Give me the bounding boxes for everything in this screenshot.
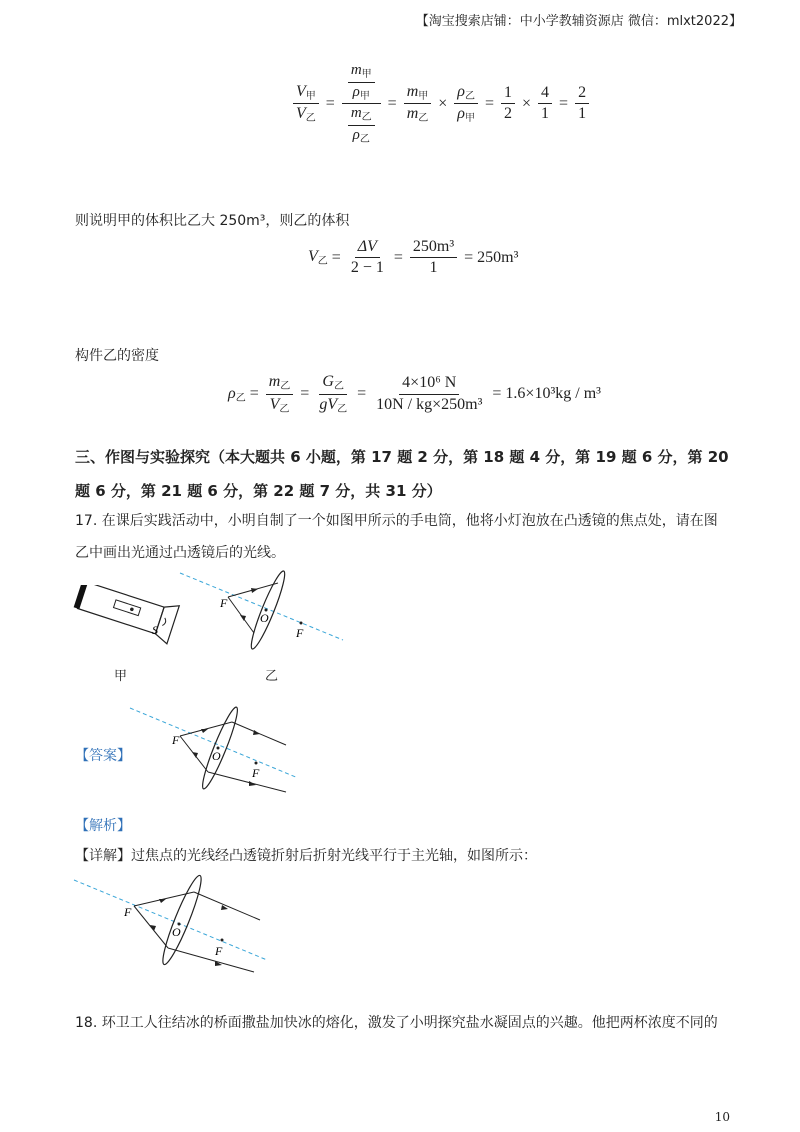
section-heading: 三、作图与实验探究（本大题共 6 小题，第 17 题 2 分，第 18 题 4 分，第 19 题 6 分，第 20 题 6 分，第 21 题 6 分，第 22 题 7 分，共 31 分） (75, 448, 729, 500)
question-17-line-1: 17. 在课后实践活动中，小明自制了一个如图甲所示的手电筒，他将小灯泡放在凸透镜的焦点处，请在图 (75, 513, 718, 529)
label-f-left: F (220, 596, 228, 610)
equation-volume-ratio: $\frac{V_甲}{V_乙}$ = $\frac{\frac{m_甲}{\rho_甲}}{\frac{m_乙}{\rho_乙}}$ = $\frac{m_甲}{m_乙}$ × $\frac{\rho_乙}{\rho_甲}$ = $\frac{1}{2}$ × $\frac{4}{1}$ = $\frac{2}{1}$ (290, 62, 592, 145)
answer-label-f-right: F (252, 766, 260, 780)
answer-label-f-left: F (172, 733, 180, 747)
answer-label: 【答案】 (75, 748, 131, 764)
question-18-line-1: 18. 环卫工人往结冰的桥面撒盐加快冰的熔化，激发了小明探究盐水凝固点的兴趣。他把两杯浓度不同的 (75, 1015, 718, 1031)
flashlight-figure (70, 585, 190, 660)
page-number: 10 (714, 1110, 730, 1124)
detail-label-f-right: F (215, 944, 223, 958)
lens-figure-question (178, 565, 348, 660)
label-f-right: F (296, 626, 304, 640)
lens-figure-detail (72, 868, 272, 976)
question-17-line-2: 乙中画出光通过凸透镜后的光线。 (75, 545, 285, 561)
analysis-label: 【解析】 (75, 818, 131, 834)
lens-figure-answer (128, 700, 303, 800)
text-line-density: 构件乙的密度 (75, 348, 159, 364)
label-o: O (260, 611, 269, 625)
text-line-volume: 则说明甲的体积比乙大 250m³，则乙的体积 (75, 213, 350, 229)
figure-label-yi: 乙 (265, 669, 279, 684)
equation-density-yi: $\rho_乙$ = $\frac{m_乙}{V_乙}$ = $\frac{G_乙}{gV_乙}$ = $\frac{\text{4×10⁶ N}}{\text{10N / kg×250m³}}$ = 1.6×10³kg / m³ (228, 373, 601, 415)
equation-volume-yi: $V_乙$ = $\frac{\Delta V}{2 - 1}$ = $\frac{\text{250m³}}{1}$ = 250m³ (308, 238, 519, 277)
detail-label-o: O (172, 925, 181, 939)
page-header: 【淘宝搜索店铺：中小学教辅资源店 微信：mlxt2022】 (415, 14, 742, 29)
label-s: S (152, 623, 158, 637)
detail-text: 【详解】过焦点的光线经凸透镜折射后折射光线平行于主光轴，如图所示： (75, 848, 537, 864)
figure-label-jia: 甲 (114, 669, 128, 684)
answer-label-o: O (212, 749, 221, 763)
detail-label-f-left: F (124, 905, 132, 919)
